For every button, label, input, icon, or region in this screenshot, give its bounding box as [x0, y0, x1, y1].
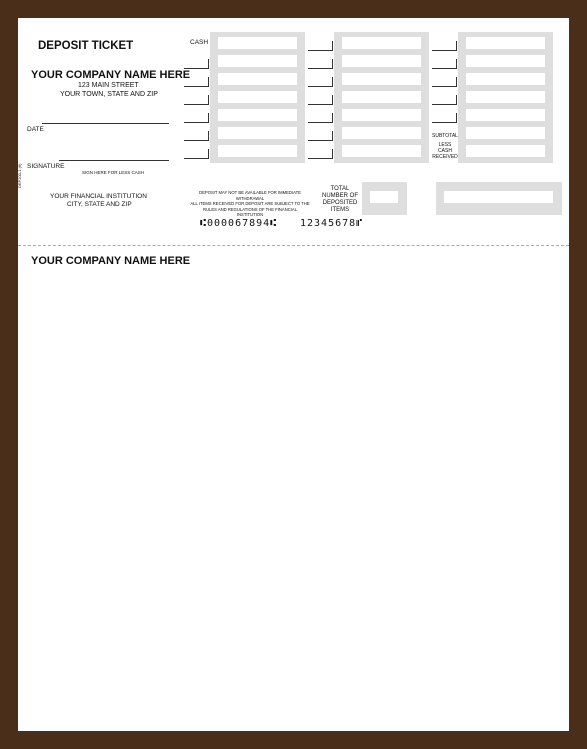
stub-company-name: YOUR COMPANY NAME HERE	[31, 255, 191, 267]
less-cash-label: LESS CASH RECEIVED	[432, 142, 458, 160]
check-number-field[interactable]	[308, 113, 333, 123]
subtotal-label: SUBTOTAL	[432, 133, 458, 139]
total-items-label: TOTAL NUMBER OF DEPOSITED ITEMS	[322, 186, 358, 213]
check-number-field[interactable]	[308, 41, 333, 51]
check-amount-field[interactable]	[342, 127, 421, 139]
address-line1: 123 MAIN STREET	[78, 82, 139, 89]
cash-label: CASH	[190, 39, 209, 46]
check-number-field[interactable]	[308, 149, 333, 159]
total-deposit-field[interactable]	[444, 191, 553, 203]
signature-note: SIGN HERE FOR LESS CASH	[82, 170, 145, 175]
check-amount-field[interactable]	[466, 55, 545, 67]
check-number-field[interactable]	[432, 41, 457, 51]
check-amount-field[interactable]	[342, 55, 421, 67]
company-name: YOUR COMPANY NAME HERE	[31, 69, 191, 81]
check-amount-field[interactable]	[342, 91, 421, 103]
check-amount-field[interactable]	[342, 73, 421, 85]
check-amount-field[interactable]	[218, 91, 297, 103]
check-number-field[interactable]	[184, 149, 209, 159]
signature-label: SIGNATURE	[27, 163, 65, 170]
check-number-field[interactable]	[184, 95, 209, 105]
deposit-disclaimer: DEPOSIT MAY NOT BE AVAILABLE FOR IMMEDIATE WITHDRAWAL ALL ITEMS RECEIVED FOR DEPOSIT ARE SUBJECT TO THE RULES AND REGULATIONS OF THE FINANCIAL INSTITUTION	[190, 190, 310, 217]
check-number-field[interactable]	[432, 113, 457, 123]
check-amount-field[interactable]	[218, 127, 297, 139]
check-amount-field[interactable]	[218, 109, 297, 121]
check-number-field[interactable]	[308, 59, 333, 69]
date-line[interactable]	[42, 123, 169, 124]
deposit-ticket-sheet	[18, 18, 569, 731]
check-number-field[interactable]	[308, 77, 333, 87]
check-number-field[interactable]	[184, 131, 209, 141]
less-cash-field[interactable]	[466, 145, 545, 157]
check-amount-field[interactable]	[218, 145, 297, 157]
form-code: DEP200-1 (6)	[17, 163, 22, 188]
check-amount-field[interactable]	[466, 73, 545, 85]
check-number-field[interactable]	[184, 77, 209, 87]
check-amount-field[interactable]	[466, 91, 545, 103]
check-amount-field[interactable]	[218, 73, 297, 85]
check-number-field[interactable]	[308, 95, 333, 105]
check-number-field[interactable]	[308, 131, 333, 141]
date-label: DATE	[27, 126, 44, 133]
address-line2: YOUR TOWN, STATE AND ZIP	[60, 91, 158, 98]
check-number-field[interactable]	[432, 59, 457, 69]
check-number-field[interactable]	[432, 95, 457, 105]
total-items-field[interactable]	[370, 191, 398, 203]
check-amount-field[interactable]	[218, 55, 297, 67]
signature-line[interactable]	[59, 160, 169, 161]
check-amount-field[interactable]	[466, 109, 545, 121]
check-number-field[interactable]	[184, 59, 209, 69]
check-number-field[interactable]	[184, 113, 209, 123]
check-number-field[interactable]	[432, 77, 457, 87]
check-amount-field[interactable]	[342, 109, 421, 121]
check-amount-field[interactable]	[342, 37, 421, 49]
subtotal-field[interactable]	[466, 127, 545, 139]
perforation-line	[18, 245, 569, 246]
bank-name: YOUR FINANCIAL INSTITUTION	[50, 193, 147, 200]
micr-account: 12345678⑈	[300, 218, 364, 229]
ticket-title: DEPOSIT TICKET	[38, 40, 134, 52]
check-amount-field[interactable]	[466, 37, 545, 49]
cash-amount-field[interactable]	[218, 37, 297, 49]
micr-routing: ⑆000067894⑆	[200, 218, 278, 229]
bank-city: CITY, STATE AND ZIP	[67, 201, 132, 208]
check-amount-field[interactable]	[342, 145, 421, 157]
